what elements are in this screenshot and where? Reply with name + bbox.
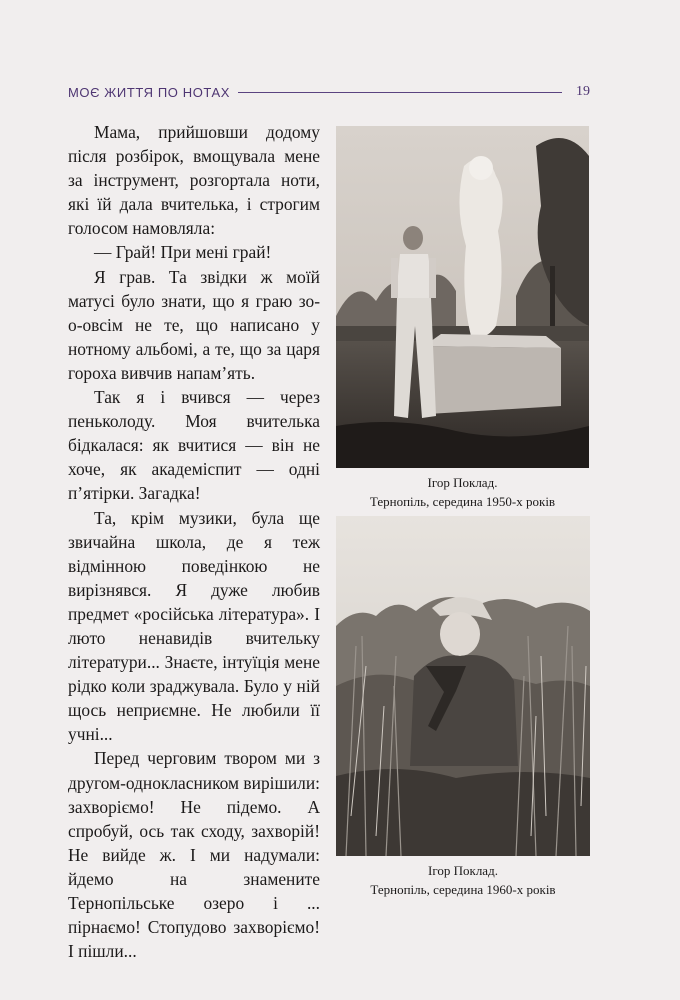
- photo-caption: [336, 861, 590, 899]
- caption-name: Ігор Поклад.: [428, 863, 498, 878]
- photo-caption: [336, 473, 589, 511]
- caption-place-date: Тернопіль, середина 1950-х років: [369, 494, 556, 509]
- header-rule: [238, 92, 562, 93]
- paragraph: Перед черговим твором ми з другом-однокласником вирішили: захворіємо! Не підемо. А спробуй, ось так сходу, захворій! Не вийде ж. І ми надумали: йдемо на знамените Тернопільське озеро і ... пірнаємо! Стопудово захворіємо! І пішли...: [68, 748, 320, 962]
- photo-boy-with-statue: [336, 126, 589, 468]
- running-header: [68, 82, 590, 102]
- paragraph: Мама, прийшовши додому після розбірок, вмощувала мене за інструмент, розгортала ноти, які їй дала вчителька, і строгим голосом намовляла:: [68, 122, 320, 239]
- photo-man-in-grass: [336, 516, 590, 856]
- paragraph: Я грав. Та звідки ж моїй матусі було знати, що я граю зо-о-овсім не те, що написано у нотному альбомі, а те, що за царя гороха вивчив напам’ять.: [68, 266, 320, 383]
- running-title: МОЄ ЖИТТЯ ПО НОТАХ: [68, 84, 231, 100]
- paragraph: Так я і вчився — через пеньколоду. Моя вчителька бідкалася: як вчитися — він не хоче, як академіспит — одні п’ятірки. Загадка!: [68, 387, 320, 504]
- caption-place-date: Тернопіль, середина 1960-х років: [370, 882, 556, 897]
- page-number: 19: [576, 84, 590, 99]
- paragraph: Та, крім музики, була ще звичайна школа, де я теж відмінною поведінкою не вирізнявся. Я дуже любив предмет «російська література». І люто ненавидів вчительку літератури... Знаєте, інтуїція мене рідко коли зраджувала. Було у ній щось неприємне. Не любили її учні...: [68, 507, 320, 745]
- caption-name: Ігор Поклад.: [427, 475, 498, 490]
- body-text: [68, 120, 320, 963]
- paragraph: — Грай! При мені грай!: [94, 242, 272, 263]
